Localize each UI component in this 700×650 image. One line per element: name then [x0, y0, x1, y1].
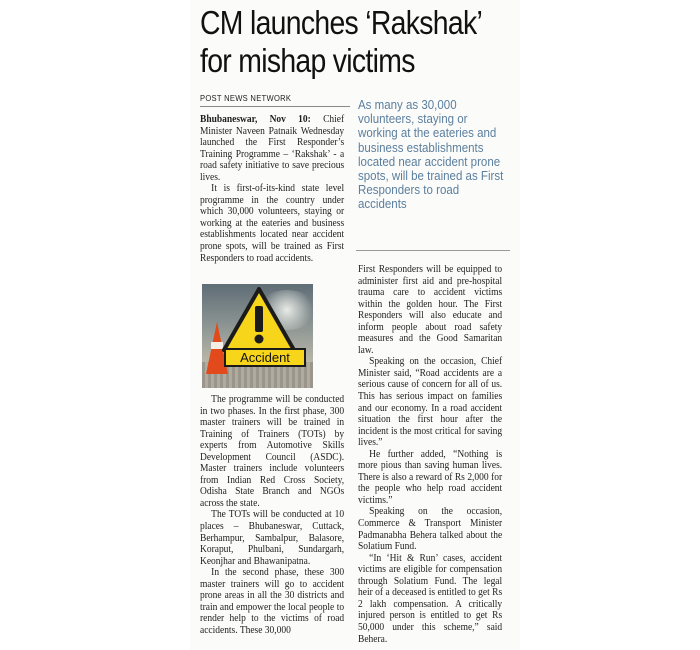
lead-paragraph — [200, 114, 344, 183]
byline: POST NEWS NETWORK — [200, 94, 292, 103]
article-column-left-bottom — [200, 394, 344, 636]
article-column-left-top — [200, 114, 344, 264]
article-paragraph: The programme will be conducted in two phases. In the first phase, 300 master trainers will be trained in Training of Trainers (TOTs) by experts from Automotive Skills Development Council (ASDC). Master trainers include volunteers from Indian Red Cross Society, Odisha State Branch and NGOs across the state. — [200, 394, 345, 509]
article-paragraph: Speaking on the occasion, Commerce & Transport Minister Padmanabha Behera talked about the Solatium Fund. — [358, 506, 503, 553]
dateline: Bhubaneswar, Nov 10: — [200, 114, 311, 125]
headline-line-2: for mishap victims — [200, 42, 415, 79]
headline — [200, 4, 483, 80]
article-paragraph: Speaking on the occasion, Chief Minister said, “Road accidents are a serious cause of concern for all of us. This has serious impact on families and our economy. In a road accident situation the first hour after the incident is the most critical for saving lives.” — [358, 356, 503, 449]
accident-sign-photo — [202, 284, 313, 388]
article-paragraph: In the second phase, these 300 master trainers will go to accident prone areas in all the 30 districts and train and empower the local people to render help to the victims of road accidents. These 30,000 — [200, 567, 345, 636]
article-paragraph: The TOTs will be conducted at 10 places – Bhubaneswar, Cuttack, Berhampur, Sambalpur, Balasore, Koraput, Phulbani, Sundargarh, Keonjhar and Bhawanipatna. — [200, 509, 345, 567]
article-paragraph: First Responders will be equipped to administer first aid and pre-hospital trauma care to accident victims within the golden hour. The First Responders will also educate and inform people about road safety measures and the Good Samaritan law. — [358, 264, 503, 356]
warning-sign-icon — [222, 286, 296, 352]
article-paragraph: It is first-of-its-kind state level programme in the country under which 30,000 volunteers, staying or working at the eateries and business establishments located near accident prone spots, will be trained as First Responders to road accidents. — [200, 183, 345, 264]
pull-quote: As many as 30,000 volunteers, staying or working at the eateries and business establishments located near accident prone spots, will be trained as First Responders to road accidents — [358, 97, 504, 212]
byline-divider — [200, 106, 350, 107]
article-paragraph: He further added, “Nothing is more pious than saving human lives. There is also a reward of Rs 2,000 for the people who help road accident victims.” — [358, 448, 503, 506]
pull-quote-divider — [356, 250, 510, 251]
accident-label: Accident — [224, 348, 306, 367]
article-column-right — [358, 264, 502, 645]
headline-line-1: CM launches ‘Rakshak’ — [200, 4, 483, 41]
lead-paragraph-text: Chief Minister Naveen Patnaik Wednesday launched the First Responder’s Training Programme – ‘Rakshak’ - a road safety initiative to save precious lives. — [200, 114, 345, 183]
article-paragraph: “In ‘Hit & Run’ cases, accident victims are eligible for compensation through Solatium Fund. The legal heir of a deceased is entitled to get Rs 2 lakh compensation. A critically injured person is entitled to get Rs 50,000 under this scheme,” said Behera. — [358, 552, 503, 645]
